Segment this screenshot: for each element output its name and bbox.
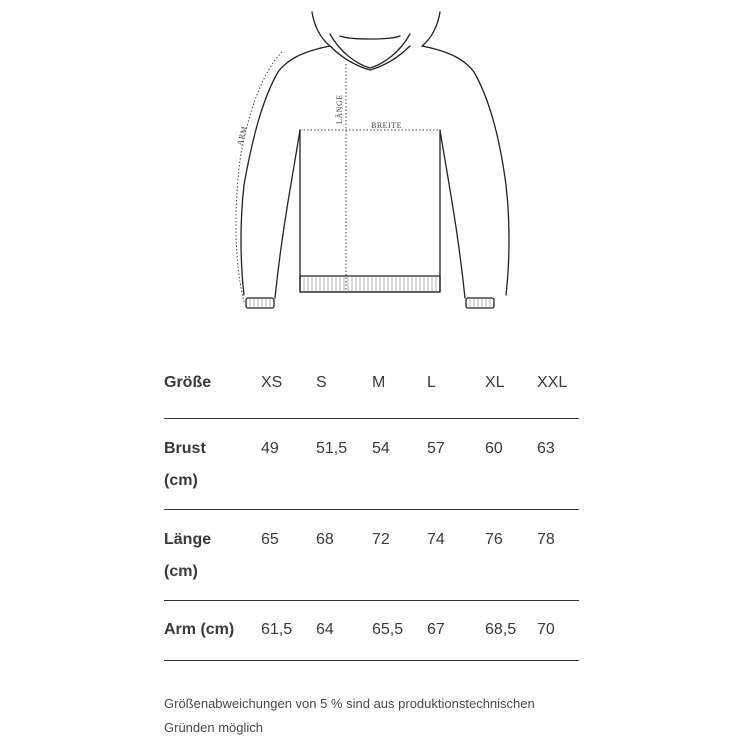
row-label-unit: (cm) xyxy=(164,472,198,489)
table-cell: 51,5 xyxy=(316,419,372,510)
sleeve-left-inner xyxy=(275,130,300,298)
table-cell: 64 xyxy=(316,601,372,661)
row-label-laenge xyxy=(164,510,261,601)
row-label-unit: (cm) xyxy=(164,563,198,580)
table-cell: 74 xyxy=(427,510,485,601)
table-cell: 68 xyxy=(316,510,372,601)
table-row xyxy=(164,601,579,661)
size-header-xs: XS xyxy=(261,374,283,391)
table-cell: 61,5 xyxy=(261,601,316,661)
table-cell: 49 xyxy=(261,419,316,510)
table-cell: 65,5 xyxy=(372,601,427,661)
table-cell: 70 xyxy=(537,601,579,661)
table-cell: 65 xyxy=(261,510,316,601)
body-left xyxy=(241,46,330,295)
footnote-line-1: Größenabweichungen von 5 % sind aus produktionstechnischen xyxy=(164,696,535,711)
table-header-row xyxy=(164,362,579,419)
table-cell: 63 xyxy=(537,419,579,510)
laenge-label: LÄNGE xyxy=(335,94,344,124)
table-cell: 67 xyxy=(427,601,485,661)
size-header-m: M xyxy=(372,374,386,391)
table-cell: 68,5 xyxy=(485,601,537,661)
table-row xyxy=(164,510,579,601)
size-table xyxy=(164,362,579,661)
size-header-l: L xyxy=(427,374,436,391)
row-label-line: Länge xyxy=(164,531,212,548)
hood-outline xyxy=(312,12,440,46)
table-cell: 54 xyxy=(372,419,427,510)
breite-label: BREITE xyxy=(371,121,402,130)
size-header-s: S xyxy=(316,374,327,391)
table-cell: 72 xyxy=(372,510,427,601)
size-header-xl: XL xyxy=(485,374,505,391)
row-label-line: Brust xyxy=(164,440,206,457)
hoodie-diagram xyxy=(200,0,540,330)
size-header-xxl: XXL xyxy=(537,374,568,391)
body-panel xyxy=(300,130,440,292)
table-cell: 57 xyxy=(427,419,485,510)
table-row xyxy=(164,419,579,510)
header-label: Größe xyxy=(164,374,212,391)
hoodie-outline xyxy=(200,0,540,330)
size-deviation-note xyxy=(164,692,584,740)
table-cell: 78 xyxy=(537,510,579,601)
sleeve-right-inner xyxy=(440,130,465,298)
waistband xyxy=(300,276,440,292)
arm-label: ARM xyxy=(235,125,250,147)
table-cell: 60 xyxy=(485,419,537,510)
footnote-line-2: Gründen möglich xyxy=(164,720,263,735)
body-right xyxy=(422,46,509,295)
row-label-arm: Arm (cm) xyxy=(164,601,261,661)
table-cell: 76 xyxy=(485,510,537,601)
arm-measure-line xyxy=(236,52,282,302)
row-label-brust xyxy=(164,419,261,510)
